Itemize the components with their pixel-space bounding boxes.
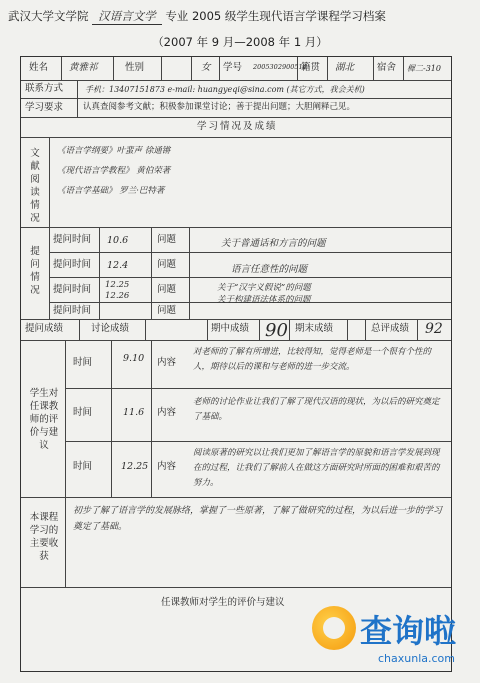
row-line [49,277,451,278]
total-score-label: 总评成绩 [371,323,410,334]
col-line [219,57,220,80]
col-line [417,319,418,340]
col-line [259,319,260,340]
evaluation-time-label: 时间 [73,407,93,418]
col-line [373,57,374,80]
evaluation-content-label: 内容 [157,357,177,368]
row-line [49,252,451,253]
evaluation-label: 学生对任课教师的评价与建议 [29,388,59,451]
name-label: 姓名 [29,62,49,73]
evaluation-time-label: 时间 [73,357,93,368]
evaluation-content-label: 内容 [157,461,177,472]
title-suffix: 专业 2005 级学生现代语言学课程学习档案 [165,9,386,23]
col-line [365,319,366,340]
section-title: 学习情况及成绩 [197,121,278,132]
question-time: 12.25 [105,280,130,290]
reading-item: 《语言学基础》 罗兰·巴特著 [57,186,165,196]
requirement-label: 学习要求 [25,102,64,113]
row-line [21,117,451,118]
name-value: 黄雅祁 [69,62,98,73]
midterm-score-label: 期中成绩 [211,323,250,334]
dorm-value: 樨二-310 [407,64,441,73]
col-line [403,57,404,80]
gender-value: 女 [201,62,211,73]
col-line [113,57,114,80]
dorm-label: 宿舍 [377,62,397,73]
question-label: 问题 [157,234,177,245]
id-label: 学号 [223,62,243,73]
discussion-score-label: 讨论成绩 [91,323,130,334]
contact-label: 联系方式 [25,83,64,94]
document-title [8,8,478,25]
col-line [151,340,152,497]
final-score-label: 期末成绩 [295,323,334,334]
question-label: 问题 [157,284,177,295]
gender-label: 性别 [125,62,145,73]
row-line [21,587,451,588]
col-line [327,57,328,80]
question-time-label: 提问时间 [53,234,92,245]
evaluation-time: 12.25 [121,461,149,472]
row-line [21,137,451,138]
summary-value: 初步了解了语言学的发展脉络，掌握了一些原著，了解了做研究的过程，为以后进一步的学习奠定了基础。 [73,506,443,532]
col-line [145,319,146,340]
evaluation-time-label: 时间 [73,461,93,472]
col-line [161,57,162,80]
question-label: 问题 [157,259,177,270]
col-line [61,57,62,80]
row-line [21,340,451,341]
col-line [191,57,192,80]
col-line [289,319,290,340]
question-text: 语言任意性的问题 [231,264,308,275]
midterm-score-value: 90 [265,320,288,341]
col-line [111,340,112,497]
record-table [20,56,452,672]
origin-label: 籍贯 [301,62,321,73]
reading-item: 《现代语言学教程》 黄伯荣著 [57,166,171,176]
document-subtitle: （2007 年 9 月—2008 年 1 月） [152,35,328,49]
question-time: 12.4 [107,260,129,271]
search-magnifier-icon [312,606,356,650]
reading-item: 《语言学纲要》叶蜚声 徐通锵 [57,146,171,156]
requirement-value: 认真查阅参考文献；积极参加课堂讨论；善于提出问题；大胆阐释己见。 [83,102,356,112]
question-time-label: 提问时间 [53,305,92,316]
row-line [65,441,451,442]
evaluation-content: 阅读原著的研究以让我们更加了解语言学的原貌和语言学发展到现在的过程，让我们了解前人在做这方面研究时所面的困难和艰苦的努力。 [193,448,440,488]
col-line [189,227,190,319]
col-line [207,319,208,340]
col-line [79,319,80,340]
question-time: 10.6 [107,235,129,246]
row-line [21,319,451,320]
question-text: 关于“汉字义假说”的问题 [217,283,311,293]
total-score-value: 92 [425,321,443,337]
watermark-sub-text: chaxunla.com [378,652,455,665]
question-label: 问题 [157,305,177,316]
col-line [49,137,50,319]
evaluation-content: 老师的讨论作业让我们了解了现代汉语的现状，为以后的研究奠定了基础。 [193,397,440,422]
contact-value: 手机：13407151873 e-mail: huangyeqi@sina.com (其它方式，我会关机) [85,85,365,94]
title-prefix: 武汉大学文学院 [8,9,89,23]
evaluation-content: 对老师的了解有所增进，比较得知，觉得老师是一个很有个性的人，期待以后的课和与老师的进一步交流。 [193,347,432,372]
row-line [21,227,451,228]
evaluation-time: 11.6 [123,407,145,418]
teacher-eval-label: 任课教师对学生的评价与建议 [161,597,285,608]
questions-label: 提问情况 [30,246,40,296]
col-line [77,80,78,117]
question-time-label: 提问时间 [53,259,92,270]
question-score-label: 提问成绩 [25,323,64,334]
site-watermark [308,598,478,678]
col-line [65,497,66,587]
row-line [21,80,451,81]
title-major: 汉语言文学 [92,8,162,25]
question-time-label: 提问时间 [53,284,92,295]
id-value: 2005302900514 [253,63,307,71]
col-line [99,227,100,319]
col-line [347,319,348,340]
question-text: 关于构建语法体系的问题 [217,295,311,305]
col-line [151,227,152,319]
question-text: 关于普通话和方言的问题 [221,238,326,249]
evaluation-content-label: 内容 [157,407,177,418]
evaluation-time: 9.10 [123,353,145,364]
row-line [21,497,451,498]
col-line [65,340,66,497]
row-line [21,98,451,99]
summary-label: 本课程学习的主要收获 [29,512,59,562]
watermark-main-text: 查询啦 [360,612,457,650]
reading-label: 文献阅读情况 [30,148,40,224]
row-line [65,388,451,389]
origin-value: 湖北 [335,62,355,73]
question-time: 12.26 [105,291,130,301]
